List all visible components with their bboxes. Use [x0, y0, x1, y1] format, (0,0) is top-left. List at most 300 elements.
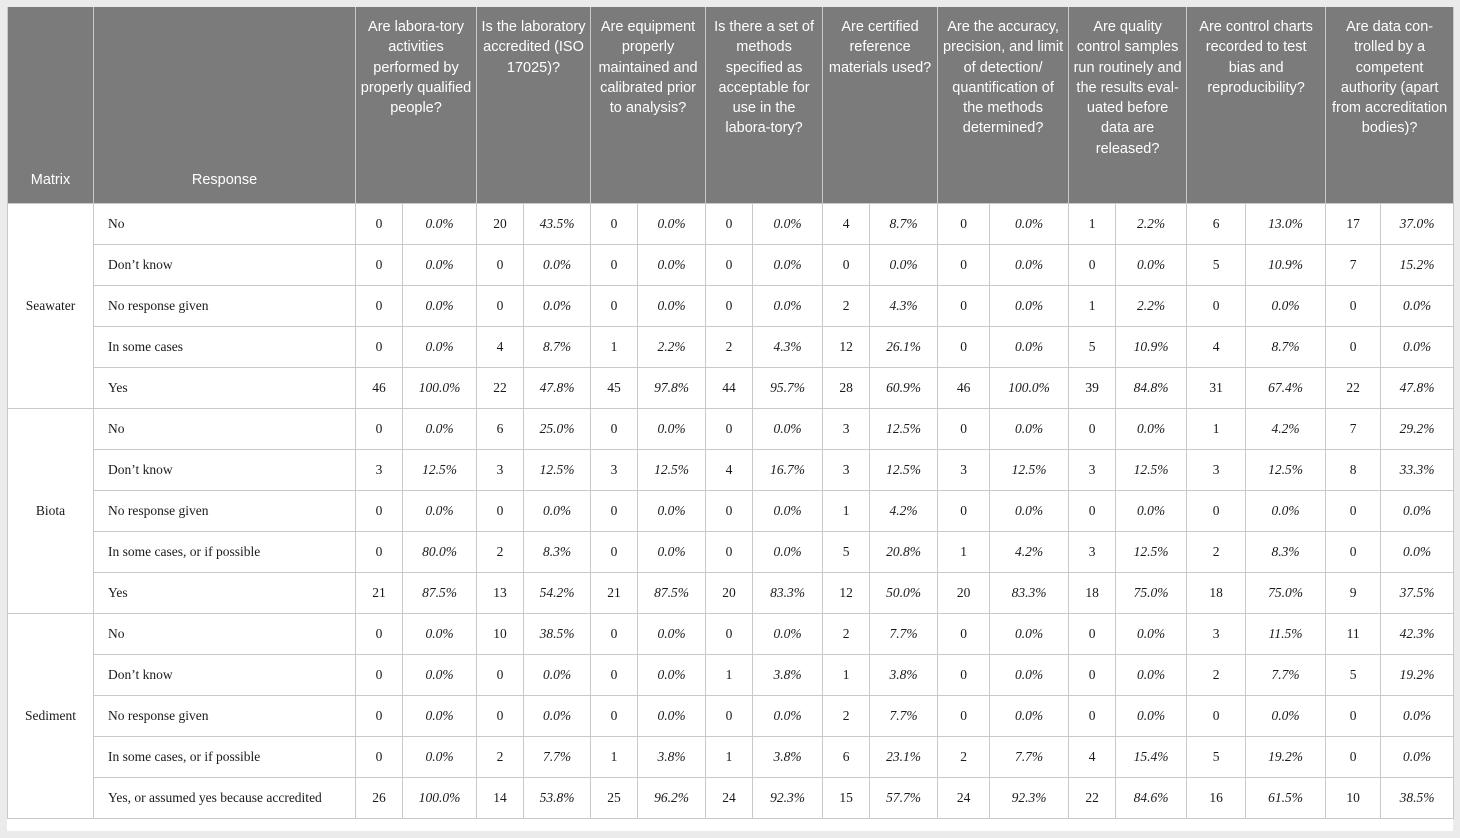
- percent-cell: 7.7%: [990, 736, 1069, 777]
- percent-cell: 19.2%: [1246, 736, 1326, 777]
- percent-cell: 3.8%: [753, 736, 823, 777]
- count-cell: 13: [477, 572, 524, 613]
- percent-cell: 4.2%: [870, 490, 938, 531]
- percent-cell: 29.2%: [1381, 408, 1454, 449]
- count-cell: 0: [356, 531, 403, 572]
- percent-cell: 0.0%: [403, 695, 477, 736]
- count-cell: 0: [938, 408, 990, 449]
- table-row: [8, 203, 1454, 244]
- response-cell: No response given: [94, 695, 356, 736]
- count-cell: 3: [823, 408, 870, 449]
- count-cell: 0: [706, 613, 753, 654]
- percent-cell: 33.3%: [1381, 449, 1454, 490]
- count-cell: 0: [356, 736, 403, 777]
- table-row: [8, 777, 1454, 818]
- percent-cell: 75.0%: [1246, 572, 1326, 613]
- count-cell: 15: [823, 777, 870, 818]
- qa-survey-table: [7, 7, 1454, 819]
- percent-cell: 0.0%: [753, 244, 823, 285]
- percent-cell: 0.0%: [1246, 285, 1326, 326]
- count-cell: 0: [1069, 613, 1116, 654]
- count-cell: 0: [477, 490, 524, 531]
- count-cell: 1: [1187, 408, 1246, 449]
- percent-cell: 83.3%: [990, 572, 1069, 613]
- percent-cell: 0.0%: [990, 285, 1069, 326]
- percent-cell: 0.0%: [753, 531, 823, 572]
- percent-cell: 0.0%: [990, 695, 1069, 736]
- table-frame: [7, 7, 1453, 831]
- table-row: [8, 367, 1454, 408]
- count-cell: 0: [477, 285, 524, 326]
- count-cell: 3: [356, 449, 403, 490]
- count-cell: 3: [1187, 613, 1246, 654]
- count-cell: 0: [1326, 531, 1381, 572]
- table-row: [8, 490, 1454, 531]
- percent-cell: 87.5%: [403, 572, 477, 613]
- count-cell: 0: [477, 244, 524, 285]
- count-cell: 16: [1187, 777, 1246, 818]
- percent-cell: 0.0%: [1381, 531, 1454, 572]
- percent-cell: 100.0%: [403, 777, 477, 818]
- count-cell: 0: [1326, 285, 1381, 326]
- percent-cell: 0.0%: [403, 203, 477, 244]
- count-cell: 0: [1187, 285, 1246, 326]
- percent-cell: 38.5%: [1381, 777, 1454, 818]
- percent-cell: 13.0%: [1246, 203, 1326, 244]
- percent-cell: 42.3%: [1381, 613, 1454, 654]
- count-cell: 0: [1069, 654, 1116, 695]
- question-header-8: Are control charts recorded to test bias and reproducibility?: [1187, 7, 1326, 203]
- percent-cell: 87.5%: [638, 572, 706, 613]
- response-cell: Yes, or assumed yes because accredited: [94, 777, 356, 818]
- count-cell: 0: [938, 203, 990, 244]
- count-cell: 0: [1069, 408, 1116, 449]
- count-cell: 22: [477, 367, 524, 408]
- table-row: [8, 613, 1454, 654]
- percent-cell: 38.5%: [524, 613, 591, 654]
- count-cell: 0: [1326, 695, 1381, 736]
- percent-cell: 61.5%: [1246, 777, 1326, 818]
- count-cell: 0: [706, 408, 753, 449]
- percent-cell: 0.0%: [1246, 490, 1326, 531]
- percent-cell: 0.0%: [1381, 490, 1454, 531]
- count-cell: 31: [1187, 367, 1246, 408]
- count-cell: 0: [706, 244, 753, 285]
- count-cell: 5: [1187, 736, 1246, 777]
- count-cell: 6: [823, 736, 870, 777]
- percent-cell: 0.0%: [638, 490, 706, 531]
- percent-cell: 0.0%: [1116, 695, 1187, 736]
- percent-cell: 60.9%: [870, 367, 938, 408]
- response-cell: Yes: [94, 572, 356, 613]
- count-cell: 25: [591, 777, 638, 818]
- percent-cell: 0.0%: [753, 285, 823, 326]
- percent-cell: 0.0%: [524, 695, 591, 736]
- count-cell: 10: [1326, 777, 1381, 818]
- percent-cell: 19.2%: [1381, 654, 1454, 695]
- count-cell: 1: [938, 531, 990, 572]
- count-cell: 12: [823, 326, 870, 367]
- count-cell: 6: [1187, 203, 1246, 244]
- count-cell: 9: [1326, 572, 1381, 613]
- percent-cell: 0.0%: [638, 695, 706, 736]
- percent-cell: 0.0%: [638, 203, 706, 244]
- percent-cell: 0.0%: [990, 654, 1069, 695]
- response-cell: In some cases, or if possible: [94, 531, 356, 572]
- percent-cell: 3.8%: [753, 654, 823, 695]
- count-cell: 3: [1069, 449, 1116, 490]
- percent-cell: 84.8%: [1116, 367, 1187, 408]
- percent-cell: 8.7%: [870, 203, 938, 244]
- percent-cell: 0.0%: [753, 613, 823, 654]
- percent-cell: 0.0%: [638, 285, 706, 326]
- table-row: [8, 285, 1454, 326]
- percent-cell: 57.7%: [870, 777, 938, 818]
- count-cell: 21: [356, 572, 403, 613]
- question-header-2: Is the laboratory accredited (ISO 17025)?: [477, 7, 591, 203]
- response-cell: No response given: [94, 490, 356, 531]
- percent-cell: 0.0%: [403, 285, 477, 326]
- count-cell: 0: [356, 408, 403, 449]
- percent-cell: 0.0%: [638, 408, 706, 449]
- percent-cell: 0.0%: [990, 408, 1069, 449]
- percent-cell: 0.0%: [990, 490, 1069, 531]
- percent-cell: 7.7%: [870, 613, 938, 654]
- count-cell: 0: [591, 613, 638, 654]
- percent-cell: 2.2%: [638, 326, 706, 367]
- count-cell: 2: [1187, 654, 1246, 695]
- percent-cell: 8.3%: [1246, 531, 1326, 572]
- percent-cell: 0.0%: [524, 244, 591, 285]
- table-body: [8, 203, 1454, 818]
- count-cell: 4: [477, 326, 524, 367]
- count-cell: 45: [591, 367, 638, 408]
- response-cell: Don’t know: [94, 244, 356, 285]
- table-row: [8, 449, 1454, 490]
- percent-cell: 43.5%: [524, 203, 591, 244]
- percent-cell: 4.3%: [753, 326, 823, 367]
- percent-cell: 0.0%: [1246, 695, 1326, 736]
- count-cell: 0: [356, 654, 403, 695]
- count-cell: 24: [706, 777, 753, 818]
- count-cell: 2: [1187, 531, 1246, 572]
- percent-cell: 8.7%: [1246, 326, 1326, 367]
- count-cell: 5: [823, 531, 870, 572]
- count-cell: 10: [477, 613, 524, 654]
- count-cell: 0: [356, 490, 403, 531]
- percent-cell: 0.0%: [753, 695, 823, 736]
- percent-cell: 37.5%: [1381, 572, 1454, 613]
- percent-cell: 37.0%: [1381, 203, 1454, 244]
- percent-cell: 0.0%: [403, 613, 477, 654]
- count-cell: 0: [1326, 326, 1381, 367]
- count-cell: 3: [823, 449, 870, 490]
- question-header-7: Are quality control samples run routinely and the results eval-uated before data are released?: [1069, 7, 1187, 203]
- count-cell: 46: [938, 367, 990, 408]
- matrix-header: Matrix: [8, 7, 94, 203]
- question-header-9: Are data con-trolled by a competent authority (apart from accreditation bodies)?: [1326, 7, 1454, 203]
- percent-cell: 4.2%: [990, 531, 1069, 572]
- percent-cell: 8.7%: [524, 326, 591, 367]
- percent-cell: 0.0%: [753, 203, 823, 244]
- percent-cell: 0.0%: [1116, 244, 1187, 285]
- percent-cell: 0.0%: [753, 490, 823, 531]
- percent-cell: 83.3%: [753, 572, 823, 613]
- count-cell: 44: [706, 367, 753, 408]
- count-cell: 17: [1326, 203, 1381, 244]
- count-cell: 3: [477, 449, 524, 490]
- percent-cell: 10.9%: [1116, 326, 1187, 367]
- percent-cell: 0.0%: [524, 285, 591, 326]
- count-cell: 11: [1326, 613, 1381, 654]
- response-header: Response: [94, 7, 356, 203]
- percent-cell: 0.0%: [638, 654, 706, 695]
- table-row: [8, 326, 1454, 367]
- count-cell: 18: [1069, 572, 1116, 613]
- table-row: [8, 695, 1454, 736]
- percent-cell: 100.0%: [403, 367, 477, 408]
- percent-cell: 4.3%: [870, 285, 938, 326]
- percent-cell: 15.2%: [1381, 244, 1454, 285]
- percent-cell: 80.0%: [403, 531, 477, 572]
- count-cell: 46: [356, 367, 403, 408]
- matrix-cell: Seawater: [8, 203, 94, 408]
- count-cell: 18: [1187, 572, 1246, 613]
- percent-cell: 100.0%: [990, 367, 1069, 408]
- percent-cell: 47.8%: [1381, 367, 1454, 408]
- count-cell: 0: [477, 695, 524, 736]
- count-cell: 5: [1187, 244, 1246, 285]
- percent-cell: 0.0%: [990, 203, 1069, 244]
- percent-cell: 7.7%: [1246, 654, 1326, 695]
- count-cell: 0: [356, 695, 403, 736]
- count-cell: 1: [706, 654, 753, 695]
- percent-cell: 0.0%: [1116, 408, 1187, 449]
- table-row: [8, 408, 1454, 449]
- count-cell: 1: [1069, 285, 1116, 326]
- count-cell: 0: [591, 285, 638, 326]
- count-cell: 0: [1069, 695, 1116, 736]
- percent-cell: 0.0%: [524, 654, 591, 695]
- percent-cell: 0.0%: [403, 490, 477, 531]
- percent-cell: 92.3%: [990, 777, 1069, 818]
- percent-cell: 0.0%: [403, 736, 477, 777]
- percent-cell: 84.6%: [1116, 777, 1187, 818]
- percent-cell: 0.0%: [1116, 654, 1187, 695]
- response-cell: In some cases: [94, 326, 356, 367]
- percent-cell: 7.7%: [524, 736, 591, 777]
- percent-cell: 26.1%: [870, 326, 938, 367]
- percent-cell: 54.2%: [524, 572, 591, 613]
- percent-cell: 0.0%: [403, 326, 477, 367]
- count-cell: 22: [1326, 367, 1381, 408]
- count-cell: 0: [938, 695, 990, 736]
- percent-cell: 0.0%: [1381, 326, 1454, 367]
- percent-cell: 96.2%: [638, 777, 706, 818]
- count-cell: 0: [591, 408, 638, 449]
- count-cell: 1: [823, 490, 870, 531]
- count-cell: 1: [823, 654, 870, 695]
- count-cell: 4: [706, 449, 753, 490]
- percent-cell: 92.3%: [753, 777, 823, 818]
- count-cell: 6: [477, 408, 524, 449]
- count-cell: 1: [591, 326, 638, 367]
- count-cell: 0: [938, 326, 990, 367]
- percent-cell: 25.0%: [524, 408, 591, 449]
- count-cell: 0: [706, 531, 753, 572]
- percent-cell: 67.4%: [1246, 367, 1326, 408]
- count-cell: 0: [591, 244, 638, 285]
- percent-cell: 20.8%: [870, 531, 938, 572]
- percent-cell: 75.0%: [1116, 572, 1187, 613]
- count-cell: 2: [823, 613, 870, 654]
- matrix-cell: Biota: [8, 408, 94, 613]
- count-cell: 0: [591, 490, 638, 531]
- percent-cell: 47.8%: [524, 367, 591, 408]
- percent-cell: 50.0%: [870, 572, 938, 613]
- count-cell: 0: [938, 613, 990, 654]
- header-row: [8, 7, 1454, 203]
- table-row: [8, 654, 1454, 695]
- count-cell: 22: [1069, 777, 1116, 818]
- count-cell: 0: [938, 490, 990, 531]
- percent-cell: 12.5%: [870, 408, 938, 449]
- percent-cell: 0.0%: [1381, 695, 1454, 736]
- count-cell: 2: [823, 695, 870, 736]
- percent-cell: 0.0%: [1116, 490, 1187, 531]
- percent-cell: 12.5%: [990, 449, 1069, 490]
- percent-cell: 0.0%: [1381, 285, 1454, 326]
- count-cell: 5: [1326, 654, 1381, 695]
- question-header-3: Are equipment properly maintained and calibrated prior to analysis?: [591, 7, 706, 203]
- percent-cell: 0.0%: [638, 244, 706, 285]
- count-cell: 2: [706, 326, 753, 367]
- count-cell: 7: [1326, 408, 1381, 449]
- count-cell: 0: [706, 285, 753, 326]
- count-cell: 0: [356, 285, 403, 326]
- count-cell: 0: [356, 326, 403, 367]
- count-cell: 3: [1187, 449, 1246, 490]
- percent-cell: 97.8%: [638, 367, 706, 408]
- count-cell: 0: [1187, 695, 1246, 736]
- count-cell: 3: [591, 449, 638, 490]
- count-cell: 7: [1326, 244, 1381, 285]
- count-cell: 4: [823, 203, 870, 244]
- percent-cell: 7.7%: [870, 695, 938, 736]
- percent-cell: 0.0%: [870, 244, 938, 285]
- percent-cell: 12.5%: [1116, 531, 1187, 572]
- percent-cell: 0.0%: [638, 531, 706, 572]
- percent-cell: 0.0%: [753, 408, 823, 449]
- count-cell: 0: [823, 244, 870, 285]
- response-cell: Yes: [94, 367, 356, 408]
- count-cell: 0: [1187, 490, 1246, 531]
- count-cell: 14: [477, 777, 524, 818]
- count-cell: 0: [591, 531, 638, 572]
- response-cell: Don’t know: [94, 449, 356, 490]
- count-cell: 2: [477, 531, 524, 572]
- count-cell: 0: [1069, 490, 1116, 531]
- percent-cell: 8.3%: [524, 531, 591, 572]
- percent-cell: 15.4%: [1116, 736, 1187, 777]
- count-cell: 5: [1069, 326, 1116, 367]
- response-cell: No: [94, 613, 356, 654]
- count-cell: 28: [823, 367, 870, 408]
- count-cell: 0: [706, 695, 753, 736]
- percent-cell: 12.5%: [403, 449, 477, 490]
- percent-cell: 12.5%: [870, 449, 938, 490]
- percent-cell: 95.7%: [753, 367, 823, 408]
- count-cell: 0: [1069, 244, 1116, 285]
- count-cell: 20: [938, 572, 990, 613]
- percent-cell: 12.5%: [524, 449, 591, 490]
- percent-cell: 4.2%: [1246, 408, 1326, 449]
- count-cell: 26: [356, 777, 403, 818]
- percent-cell: 0.0%: [990, 613, 1069, 654]
- count-cell: 39: [1069, 367, 1116, 408]
- response-cell: No response given: [94, 285, 356, 326]
- count-cell: 20: [706, 572, 753, 613]
- percent-cell: 23.1%: [870, 736, 938, 777]
- count-cell: 1: [1069, 203, 1116, 244]
- percent-cell: 16.7%: [753, 449, 823, 490]
- count-cell: 0: [356, 203, 403, 244]
- count-cell: 2: [938, 736, 990, 777]
- count-cell: 21: [591, 572, 638, 613]
- count-cell: 2: [823, 285, 870, 326]
- count-cell: 0: [356, 244, 403, 285]
- percent-cell: 0.0%: [524, 490, 591, 531]
- percent-cell: 12.5%: [638, 449, 706, 490]
- question-header-6: Are the accuracy, precision, and limit of detection/ quantification of the methods determined?: [938, 7, 1069, 203]
- count-cell: 1: [706, 736, 753, 777]
- count-cell: 0: [1326, 490, 1381, 531]
- percent-cell: 2.2%: [1116, 203, 1187, 244]
- response-cell: Don’t know: [94, 654, 356, 695]
- count-cell: 1: [591, 736, 638, 777]
- percent-cell: 12.5%: [1246, 449, 1326, 490]
- percent-cell: 12.5%: [1116, 449, 1187, 490]
- percent-cell: 0.0%: [403, 408, 477, 449]
- count-cell: 0: [591, 203, 638, 244]
- table-row: [8, 531, 1454, 572]
- percent-cell: 0.0%: [403, 244, 477, 285]
- count-cell: 0: [938, 244, 990, 285]
- percent-cell: 0.0%: [403, 654, 477, 695]
- count-cell: 2: [477, 736, 524, 777]
- table-row: [8, 572, 1454, 613]
- count-cell: 3: [938, 449, 990, 490]
- response-cell: No: [94, 203, 356, 244]
- percent-cell: 10.9%: [1246, 244, 1326, 285]
- percent-cell: 0.0%: [1381, 736, 1454, 777]
- question-header-4: Is there a set of methods specified as acceptable for use in the labora-tory?: [706, 7, 823, 203]
- count-cell: 0: [706, 490, 753, 531]
- count-cell: 24: [938, 777, 990, 818]
- response-cell: No: [94, 408, 356, 449]
- percent-cell: 11.5%: [1246, 613, 1326, 654]
- question-header-5: Are certified reference materials used?: [823, 7, 938, 203]
- count-cell: 4: [1187, 326, 1246, 367]
- count-cell: 0: [1326, 736, 1381, 777]
- count-cell: 0: [591, 654, 638, 695]
- table-row: [8, 736, 1454, 777]
- count-cell: 0: [477, 654, 524, 695]
- count-cell: 4: [1069, 736, 1116, 777]
- response-cell: In some cases, or if possible: [94, 736, 356, 777]
- matrix-cell: Sediment: [8, 613, 94, 818]
- percent-cell: 0.0%: [638, 613, 706, 654]
